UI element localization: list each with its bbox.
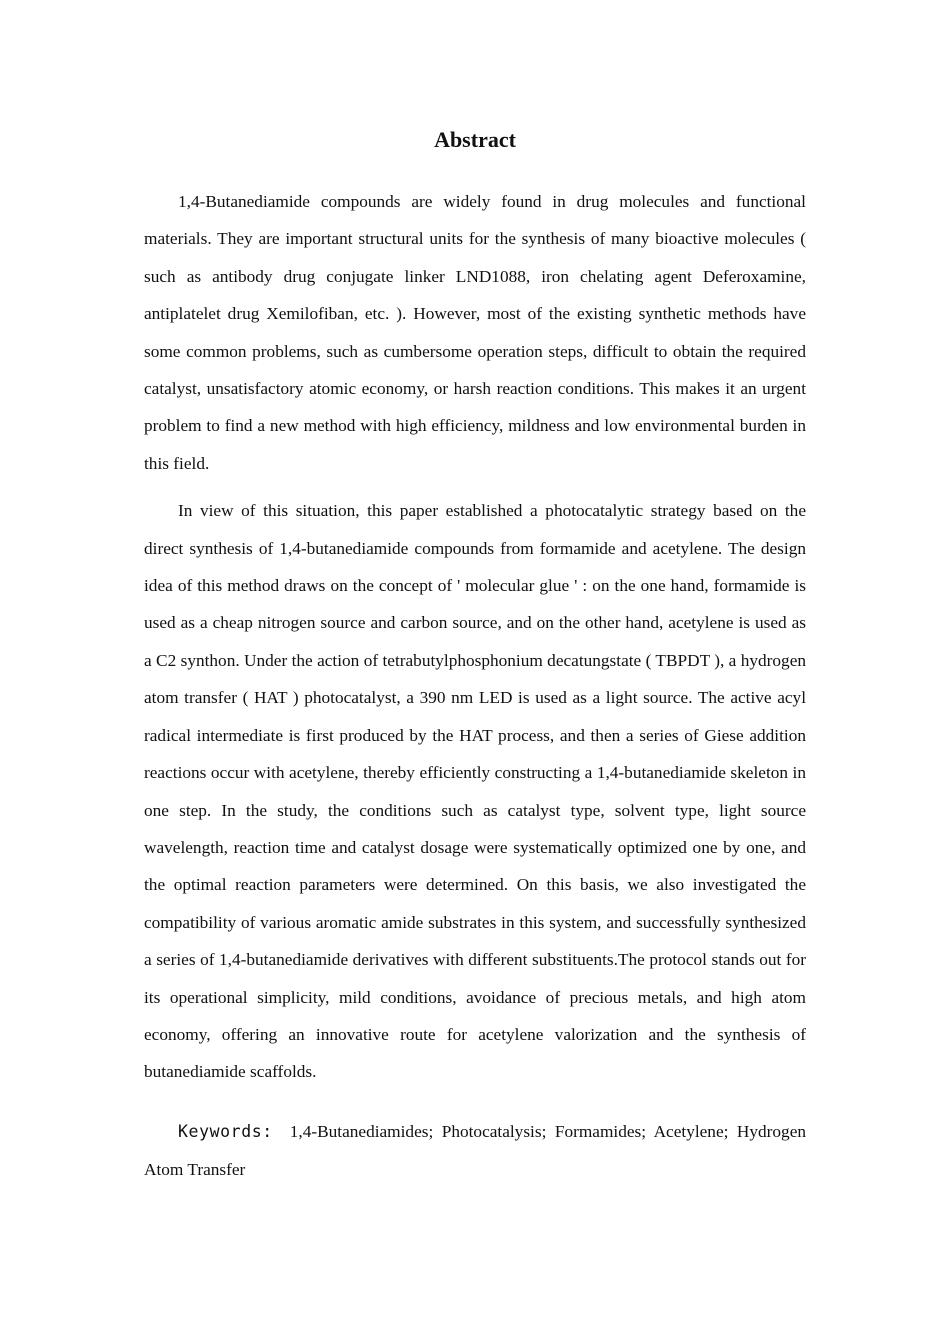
abstract-paragraph-1: 1,4-Butanediamide compounds are widely found in drug molecules and functional materials. They are important structural units for the synthesis of many bioactive molecules ( such as antibody drug conjugate linker LND1088, iron chelating agent Deferoxamine, antiplatelet drug Xemilofiban, etc. ). However, most of the existing synthetic methods have some common problems, such as cumbersome operation steps, difficult to obtain the required catalyst, unsatisfactory atomic economy, or harsh reaction conditions. This makes it an urgent problem to find a new method with high efficiency, mildness and low environmental burden in this field. [144, 192, 806, 473]
abstract-section [144, 124, 806, 1189]
abstract-title: Abstract [434, 127, 516, 152]
keywords-line [144, 1113, 806, 1189]
abstract-paragraph-2: In view of this situation, this paper established a photocatalytic strategy based on the direct synthesis of 1,4-butanediamide compounds from formamide and acetylene. The design idea of this method draws on the concept of ' molecular glue ' : on the one hand, formamide is used as a cheap nitrogen source and carbon source, and on the other hand, acetylene is used as a C2 synthon. Under the action of tetrabutylphosphonium decatungstate ( TBPDT ), a hydrogen atom transfer ( HAT ) photocatalyst, a 390 nm LED is used as a light source. The active acyl radical intermediate is first produced by the HAT process, and then a series of Giese addition reactions occur with acetylene, thereby efficiently constructing a 1,4-butanediamide skeleton in one step. In the study, the conditions such as catalyst type, solvent type, light source wavelength, reaction time and catalyst dosage were systematically optimized one by one, and the optimal reaction parameters were determined. On this basis, we also investigated the compatibility of various aromatic amide substrates in this system, and successfully synthesized a series of 1,4-butanediamide derivatives with different substituents.The protocol stands out for its operational simplicity, mild conditions, avoidance of precious metals, and high atom economy, offering an innovative route for acetylene valorization and the synthesis of butanediamide scaffolds. [144, 501, 806, 1082]
keywords-text: 1,4-Butanediamides; Photocatalysis; Formamides; Acetylene; Hydrogen Atom Transfer [144, 1121, 807, 1179]
keywords-label: Keywords: [178, 1121, 273, 1141]
